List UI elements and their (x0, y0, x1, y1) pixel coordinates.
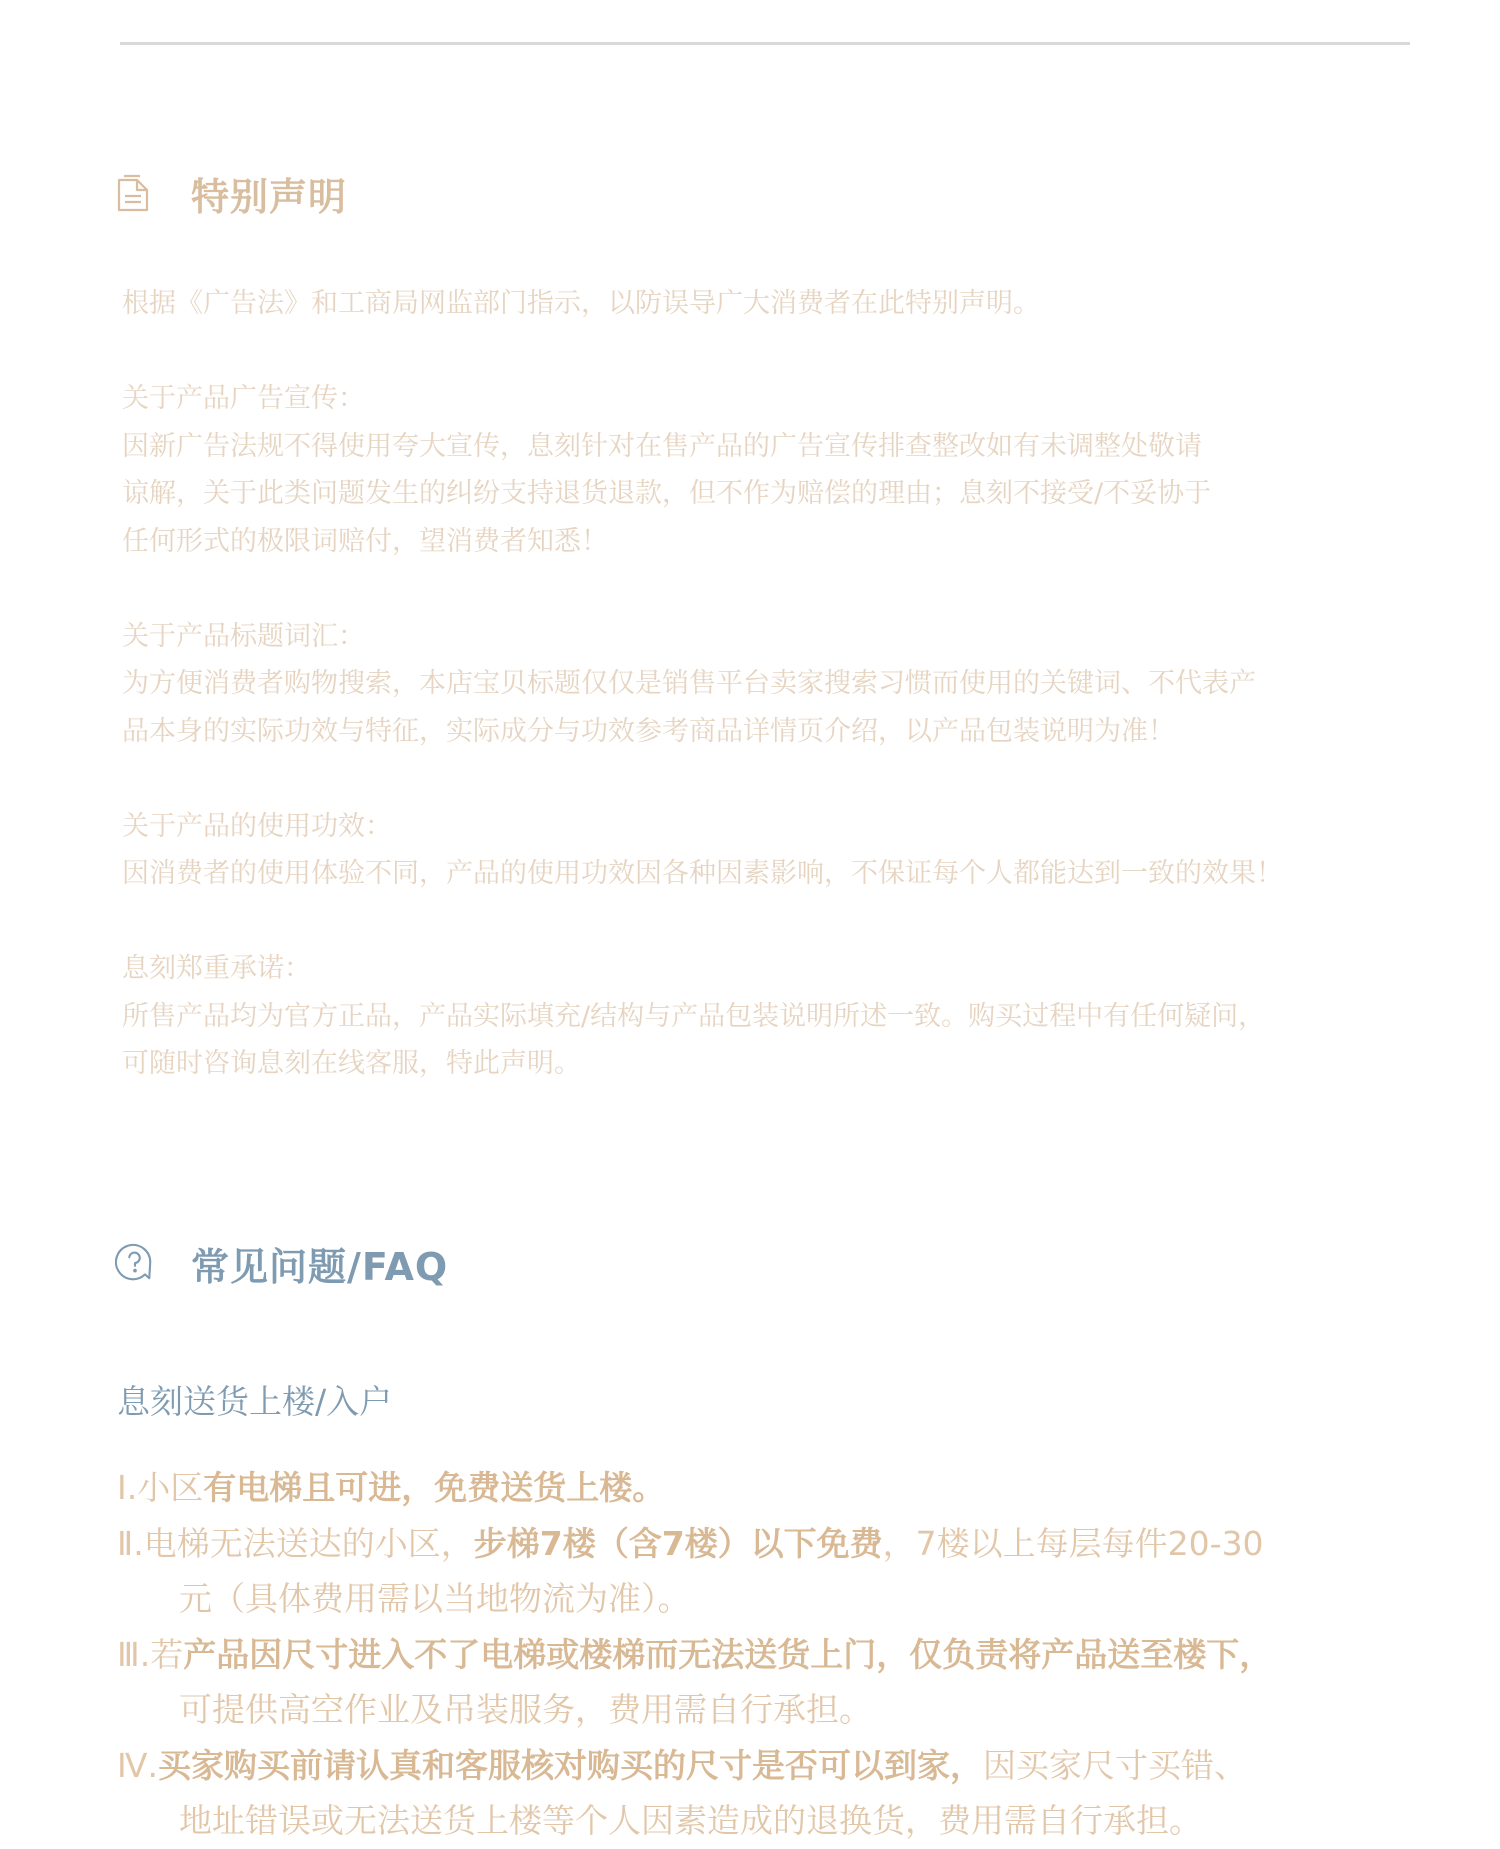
faq-subtitle: 息刻送货上楼/入户 (117, 1382, 393, 1421)
notice-promise-paragraph: 息刻郑重承诺： 所售产品均为官方正品，产品实际填充/结构与产品包装说明所述一致。购买过程中有任何疑问， 可随时咨询息刻在线客服，特此声明。 (122, 945, 1422, 1088)
notice-title-text: 特别声明 (191, 174, 348, 219)
question-bubble-icon (115, 1241, 155, 1285)
notice-effect-paragraph: 关于产品的使用功效： 因消费者的使用体验不同，产品的使用功效因各种因素影响，不保证每个人都能达到一致的效果！ (122, 803, 1422, 898)
notice-section-title (115, 163, 347, 223)
faq-item-2: Ⅱ.电梯无法送达的小区，步梯7楼（含7楼）以下免费，7楼以上每层每件20-30 元（具体费用需以当地物流为准）。 (117, 1523, 1264, 1618)
item-number: Ⅰ. (117, 1468, 138, 1507)
paragraph-heading: 关于产品标题词汇： (122, 620, 365, 652)
top-divider (120, 42, 1410, 45)
paragraph-heading: 关于产品广告宣传： (122, 383, 365, 414)
item-number: Ⅳ. (117, 1745, 158, 1785)
faq-item-3: Ⅲ.若产品因尺寸进入不了电梯或楼梯而无法送货上门，仅负责将产品送至楼下， 可提供高空作业及吊装服务，费用需自行承担。 (117, 1634, 1273, 1729)
faq-title-text: 常见问题/FAQ (191, 1244, 449, 1289)
notice-intro: 根据《广告法》和工商局网监部门指示，以防误导广大消费者在此特别声明。 (122, 288, 1040, 319)
item-number: Ⅱ. (117, 1523, 144, 1563)
notice-body (122, 280, 1422, 1135)
notice-ad-paragraph: 关于产品广告宣传： 因新广告法规不得使用夸大宣传，息刻针对在售产品的广告宣传排查整改如有未调整处敬请 谅解，关于此类问题发生的纠纷支持退货退款，但不作为赔偿的理由；息刻不接受/不妥协于 任何形式的极限词赔付，望消费者知悉！ (122, 375, 1422, 565)
faq-item-1: Ⅰ.小区有电梯且可进，免费送货上楼。 (117, 1468, 666, 1507)
paragraph-heading: 关于产品的使用功效： (122, 810, 392, 842)
faq-list (117, 1460, 1417, 1849)
faq-item-4: Ⅳ.买家购买前请认真和客服核对购买的尺寸是否可以到家，因买家尺寸买错、 地址错误或无法送货上楼等个人因素造成的退换货，费用需自行承担。 (117, 1745, 1247, 1840)
item-number: Ⅲ. (117, 1634, 151, 1674)
document-icon (115, 171, 155, 215)
notice-title-words-paragraph: 关于产品标题词汇： 为方便消费者购物搜索，本店宝贝标题仅仅是销售平台卖家搜索习惯而使用的关键词、不代表产 品本身的实际功效与特征，实际成分与功效参考商品详情页介绍，以产品包装说明为准！ (122, 613, 1422, 756)
paragraph-heading: 息刻郑重承诺： (122, 953, 311, 984)
faq-section-title (115, 1233, 448, 1293)
